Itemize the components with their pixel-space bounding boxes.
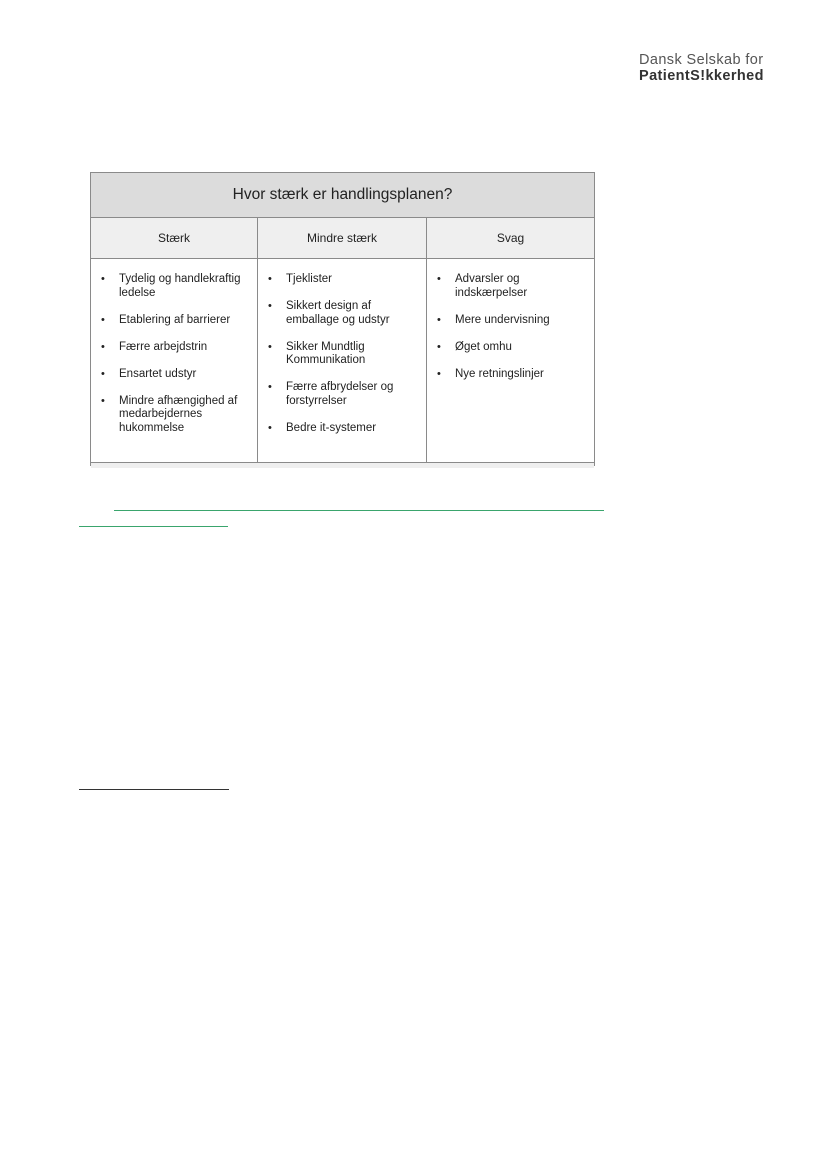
list-item: • Nye retningslinjer [455,368,588,382]
list-item: • Ensartet udstyr [119,368,251,382]
action-plan-strength-table [90,172,595,466]
bullet-list [91,259,257,435]
table-body-row [91,259,594,463]
list-item: • Sikker Mundtlig Kommunikation [286,341,420,368]
list-item: • Sikkert design af emballage og udstyr [286,300,420,327]
footnote-separator [79,789,229,790]
list-item: • Advarsler og indskærpelser [455,273,588,300]
table-title: Hvor stærk er handlingsplanen? [91,173,594,218]
column-staerk [91,259,258,462]
bullet-list [258,259,426,435]
bullet-list [427,259,594,381]
logo-line-2: PatientS!kkerhed [639,68,764,84]
link-underline[interactable] [114,510,604,511]
table-header-row [91,218,594,259]
table-footer-strip [91,463,594,468]
dsfp-logo [639,52,764,84]
column-header-mindre-staerk: Mindre stærk [258,218,427,258]
list-item: • Mindre afhængighed af medarbejdernes hukommelse [119,395,251,436]
column-svag [427,259,594,462]
column-header-staerk: Stærk [91,218,258,258]
list-item: • Tjeklister [286,273,420,287]
list-item: • Færre afbrydelser og forstyrrelser [286,381,420,408]
list-item: • Færre arbejdstrin [119,341,251,355]
list-item: • Tydelig og handlekraftig ledelse [119,273,251,300]
link-underline[interactable] [79,526,228,527]
list-item: • Bedre it-systemer [286,422,420,436]
column-mindre-staerk [258,259,427,462]
logo-line-1: Dansk Selskab for [639,52,764,68]
column-header-svag: Svag [496,231,525,245]
list-item: • Etablering af barrierer [119,314,251,328]
list-item: • Mere undervisning [455,314,588,328]
list-item: • Øget omhu [455,341,588,355]
